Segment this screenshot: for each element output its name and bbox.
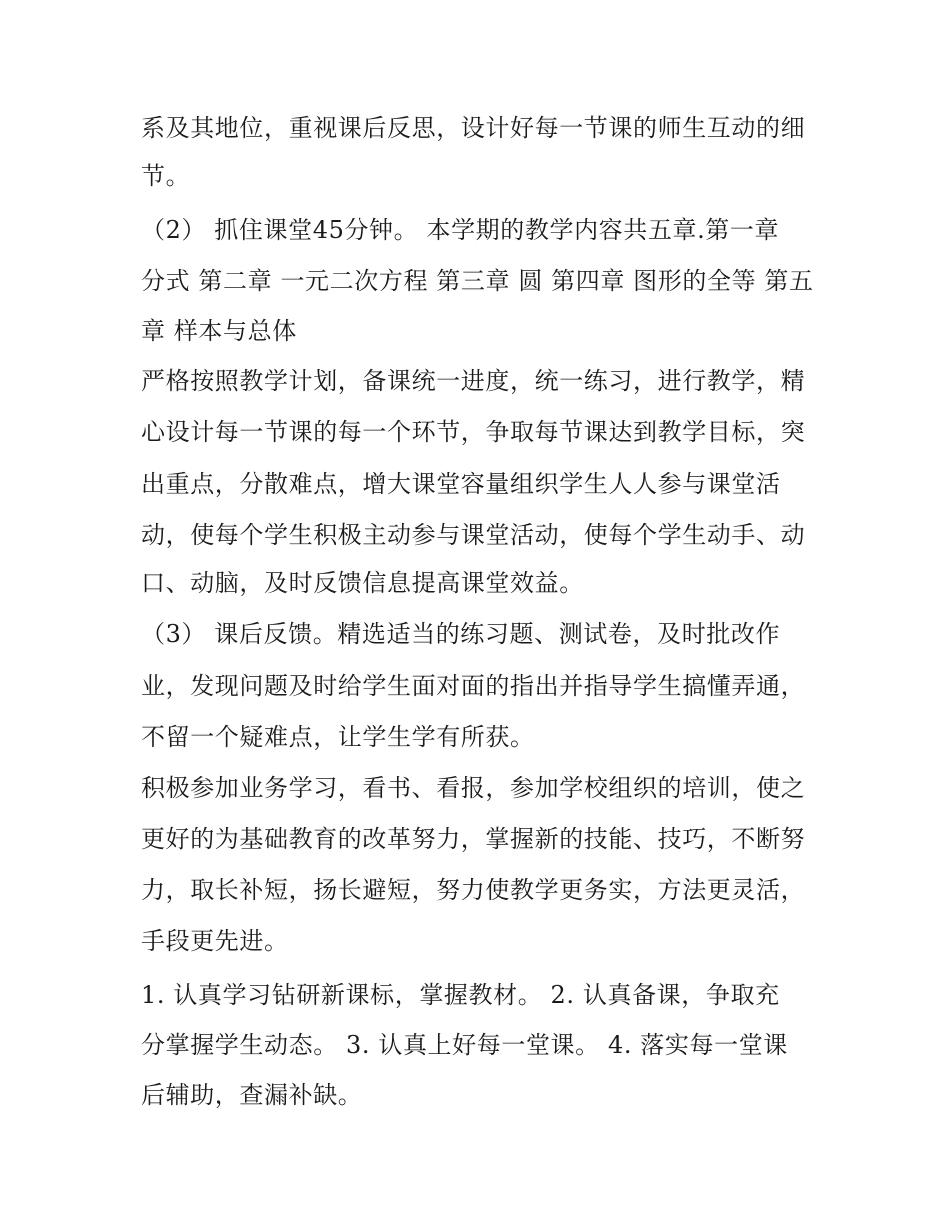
text-line: 动，使每个学生积极主动参与课堂活动，使每个学生动手、动 [141,521,806,549]
text-line: （3） 课后反馈。精选适当的练习题、测试卷，及时批改作 [141,620,781,648]
text-line: 口、动脑，及时反馈信息提高课堂效益。 [141,569,584,597]
text-line: 后辅助，查漏补缺。 [141,1081,363,1109]
text-line: 出重点，分散难点，增大课堂容量组织学生人人参与课堂活 [141,470,781,498]
text-line: （2） 抓住课堂45分钟。 本学期的教学内容共五章.第一章 [141,216,780,244]
text-line: 分式 第二章 一元二次方程 第三章 圆 第四章 图形的全等 第五 [141,267,814,295]
text-line: 系及其地位，重视课后反思，设计好每一节课的师生互动的细 [141,114,806,142]
text-line: 1. 认真学习钻研新课标，掌握教材。 2. 认真备课，争取充 [141,981,780,1009]
text-line: 章 样本与总体 [141,317,297,345]
text-line: 手段更先进。 [141,927,289,955]
text-line: 心设计每一节课的每一个环节，争取每节课达到教学目标，突 [141,418,806,446]
text-line: 不留一个疑难点，让学生学有所获。 [141,723,535,751]
text-line: 节。 [141,162,191,190]
text-line: 严格按照教学计划，备课统一进度，统一练习，进行教学，精 [141,367,806,395]
text-line: 更好的为基础教育的改革努力，掌握新的技能、技巧，不断努 [141,825,806,853]
text-line: 积极参加业务学习，看书、看报，参加学校组织的培训，使之 [141,774,806,802]
text-line: 业，发现问题及时给学生面对面的指出并指导学生搞懂弄通， [141,672,806,700]
text-line: 分掌握学生动态。 3. 认真上好每一堂课。 4. 落实每一堂课 [141,1031,788,1059]
text-line: 力，取长补短，扬长避短，努力使教学更务实，方法更灵活， [141,876,806,904]
